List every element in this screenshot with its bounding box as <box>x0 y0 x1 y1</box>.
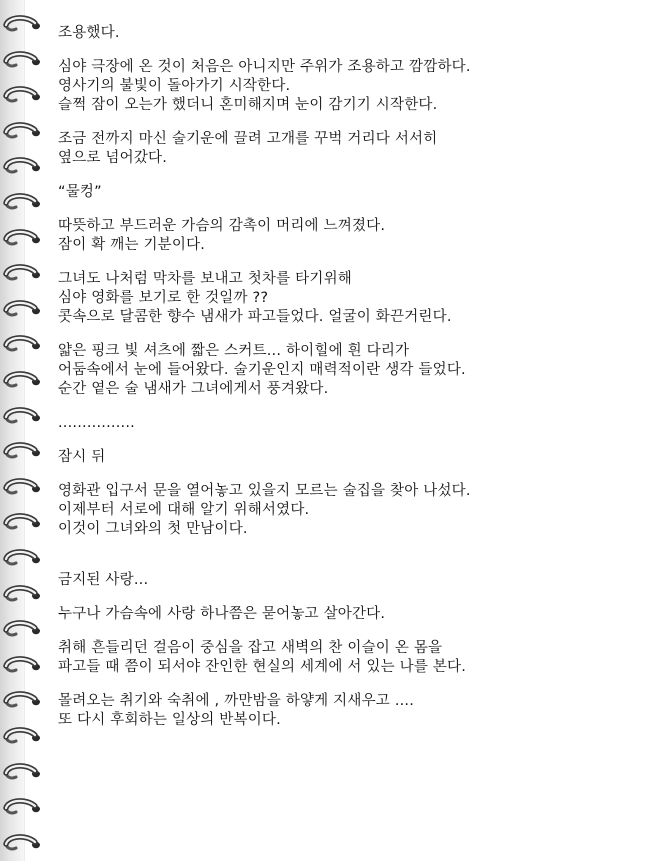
paragraph <box>58 605 643 624</box>
spiral-ring-icon <box>2 12 42 36</box>
paragraph <box>58 639 643 677</box>
text-line: 몰려오는 취기와 숙취에 , 까만밤을 하얗게 지새우고 .... <box>58 693 415 709</box>
spiral-ring-icon <box>2 261 42 285</box>
paragraph <box>58 414 643 433</box>
spiral-ring-icon <box>2 582 42 606</box>
spiral-ring-icon <box>2 475 42 499</box>
text-line: 영사기의 불빛이 돌아가기 시작한다. <box>58 78 291 94</box>
text-line: 옆으로 넘어갔다. <box>58 150 168 166</box>
spiral-ring-icon <box>2 617 42 641</box>
text-line: 슬쩍 잠이 오는가 했더니 혼미해지며 눈이 감기기 시작한다. <box>58 97 438 113</box>
paragraph <box>58 183 643 202</box>
spiral-binding <box>0 0 48 861</box>
paragraph <box>58 58 643 115</box>
text-line: 따뜻하고 부드러운 가슴의 감촉이 머리에 느껴졌다. <box>58 218 386 234</box>
spiral-ring-icon <box>2 546 42 570</box>
text-line: 조금 전까지 마신 술기운에 끌려 고개를 꾸벅 거리다 서서히 <box>58 131 438 147</box>
spiral-ring-icon <box>2 760 42 784</box>
text-line: 취해 흔들리던 걸음이 중심을 잡고 새벽의 찬 이슬이 온 몸을 <box>58 640 443 656</box>
spiral-ring-icon <box>2 724 42 748</box>
spiral-ring-icon <box>2 332 42 356</box>
paragraph <box>58 24 643 43</box>
text-line: 심야 영화를 보기로 한 것일까 ?? <box>58 290 269 306</box>
text-line: 얇은 핑크 빛 셔츠에 짧은 스커트... 하이힐에 흰 다리가 <box>58 343 410 359</box>
diary-text <box>58 24 643 745</box>
paragraph <box>58 270 643 327</box>
text-line: 영화관 입구서 문을 열어놓고 있을지 모르는 술집을 찾아 나섰다. <box>58 483 471 499</box>
text-line: 파고들 때 쯤이 되서야 잔인한 현실의 세계에 서 있는 나를 본다. <box>58 659 467 675</box>
spiral-ring-icon <box>2 653 42 677</box>
spiral-ring-icon <box>2 688 42 712</box>
text-line: 이것이 그녀와의 첫 만남이다. <box>58 521 248 537</box>
text-line: 그녀도 나처럼 막차를 보내고 첫차를 타기위해 <box>58 271 352 287</box>
paragraph <box>58 692 643 730</box>
spiral-ring-icon <box>2 795 42 819</box>
text-line: 순간 옅은 술 냄새가 그녀에게서 풍겨왔다. <box>58 381 329 397</box>
spiral-ring-icon <box>2 48 42 72</box>
text-line: ................ <box>58 415 135 431</box>
spiral-ring-icon <box>2 297 42 321</box>
spiral-ring-icon <box>2 439 42 463</box>
spiral-ring-icon <box>2 368 42 392</box>
text-line: “물컹” <box>58 184 102 200</box>
spiral-ring-icon <box>2 83 42 107</box>
text-line: 금지된 사랑... <box>58 572 149 588</box>
spiral-ring-icon <box>2 226 42 250</box>
spiral-ring-icon <box>2 119 42 143</box>
text-line: 심야 극장에 온 것이 처음은 아니지만 주위가 조용하고 깜깜하다. <box>58 59 471 75</box>
paragraph <box>58 482 643 539</box>
paragraph <box>58 217 643 255</box>
spiral-ring-icon <box>2 831 42 855</box>
text-line: 조용했다. <box>58 25 120 41</box>
text-line: 또 다시 후회하는 일상의 반복이다. <box>58 712 281 728</box>
spiral-ring-icon <box>2 190 42 214</box>
paragraph <box>58 448 643 467</box>
text-line: 이제부터 서로에 대해 알기 위해서였다. <box>58 502 310 518</box>
paragraph <box>58 130 643 168</box>
text-line: 잠시 뒤 <box>58 449 106 465</box>
text-line: 콧속으로 달콤한 향수 냄새가 파고들었다. 얼굴이 화끈거린다. <box>58 309 452 325</box>
text-line: 어둠속에서 눈에 들어왔다. 술기운인지 매력적이란 생각 들었다. <box>58 362 466 378</box>
spiral-ring-icon <box>2 510 42 534</box>
text-line: 잠이 확 깨는 기분이다. <box>58 237 206 253</box>
paragraph <box>58 342 643 399</box>
text-line: 누구나 가슴속에 사랑 하나쯤은 묻어놓고 살아간다. <box>58 606 386 622</box>
spiral-ring-icon <box>2 154 42 178</box>
paragraph <box>58 571 643 590</box>
spiral-ring-icon <box>2 404 42 428</box>
